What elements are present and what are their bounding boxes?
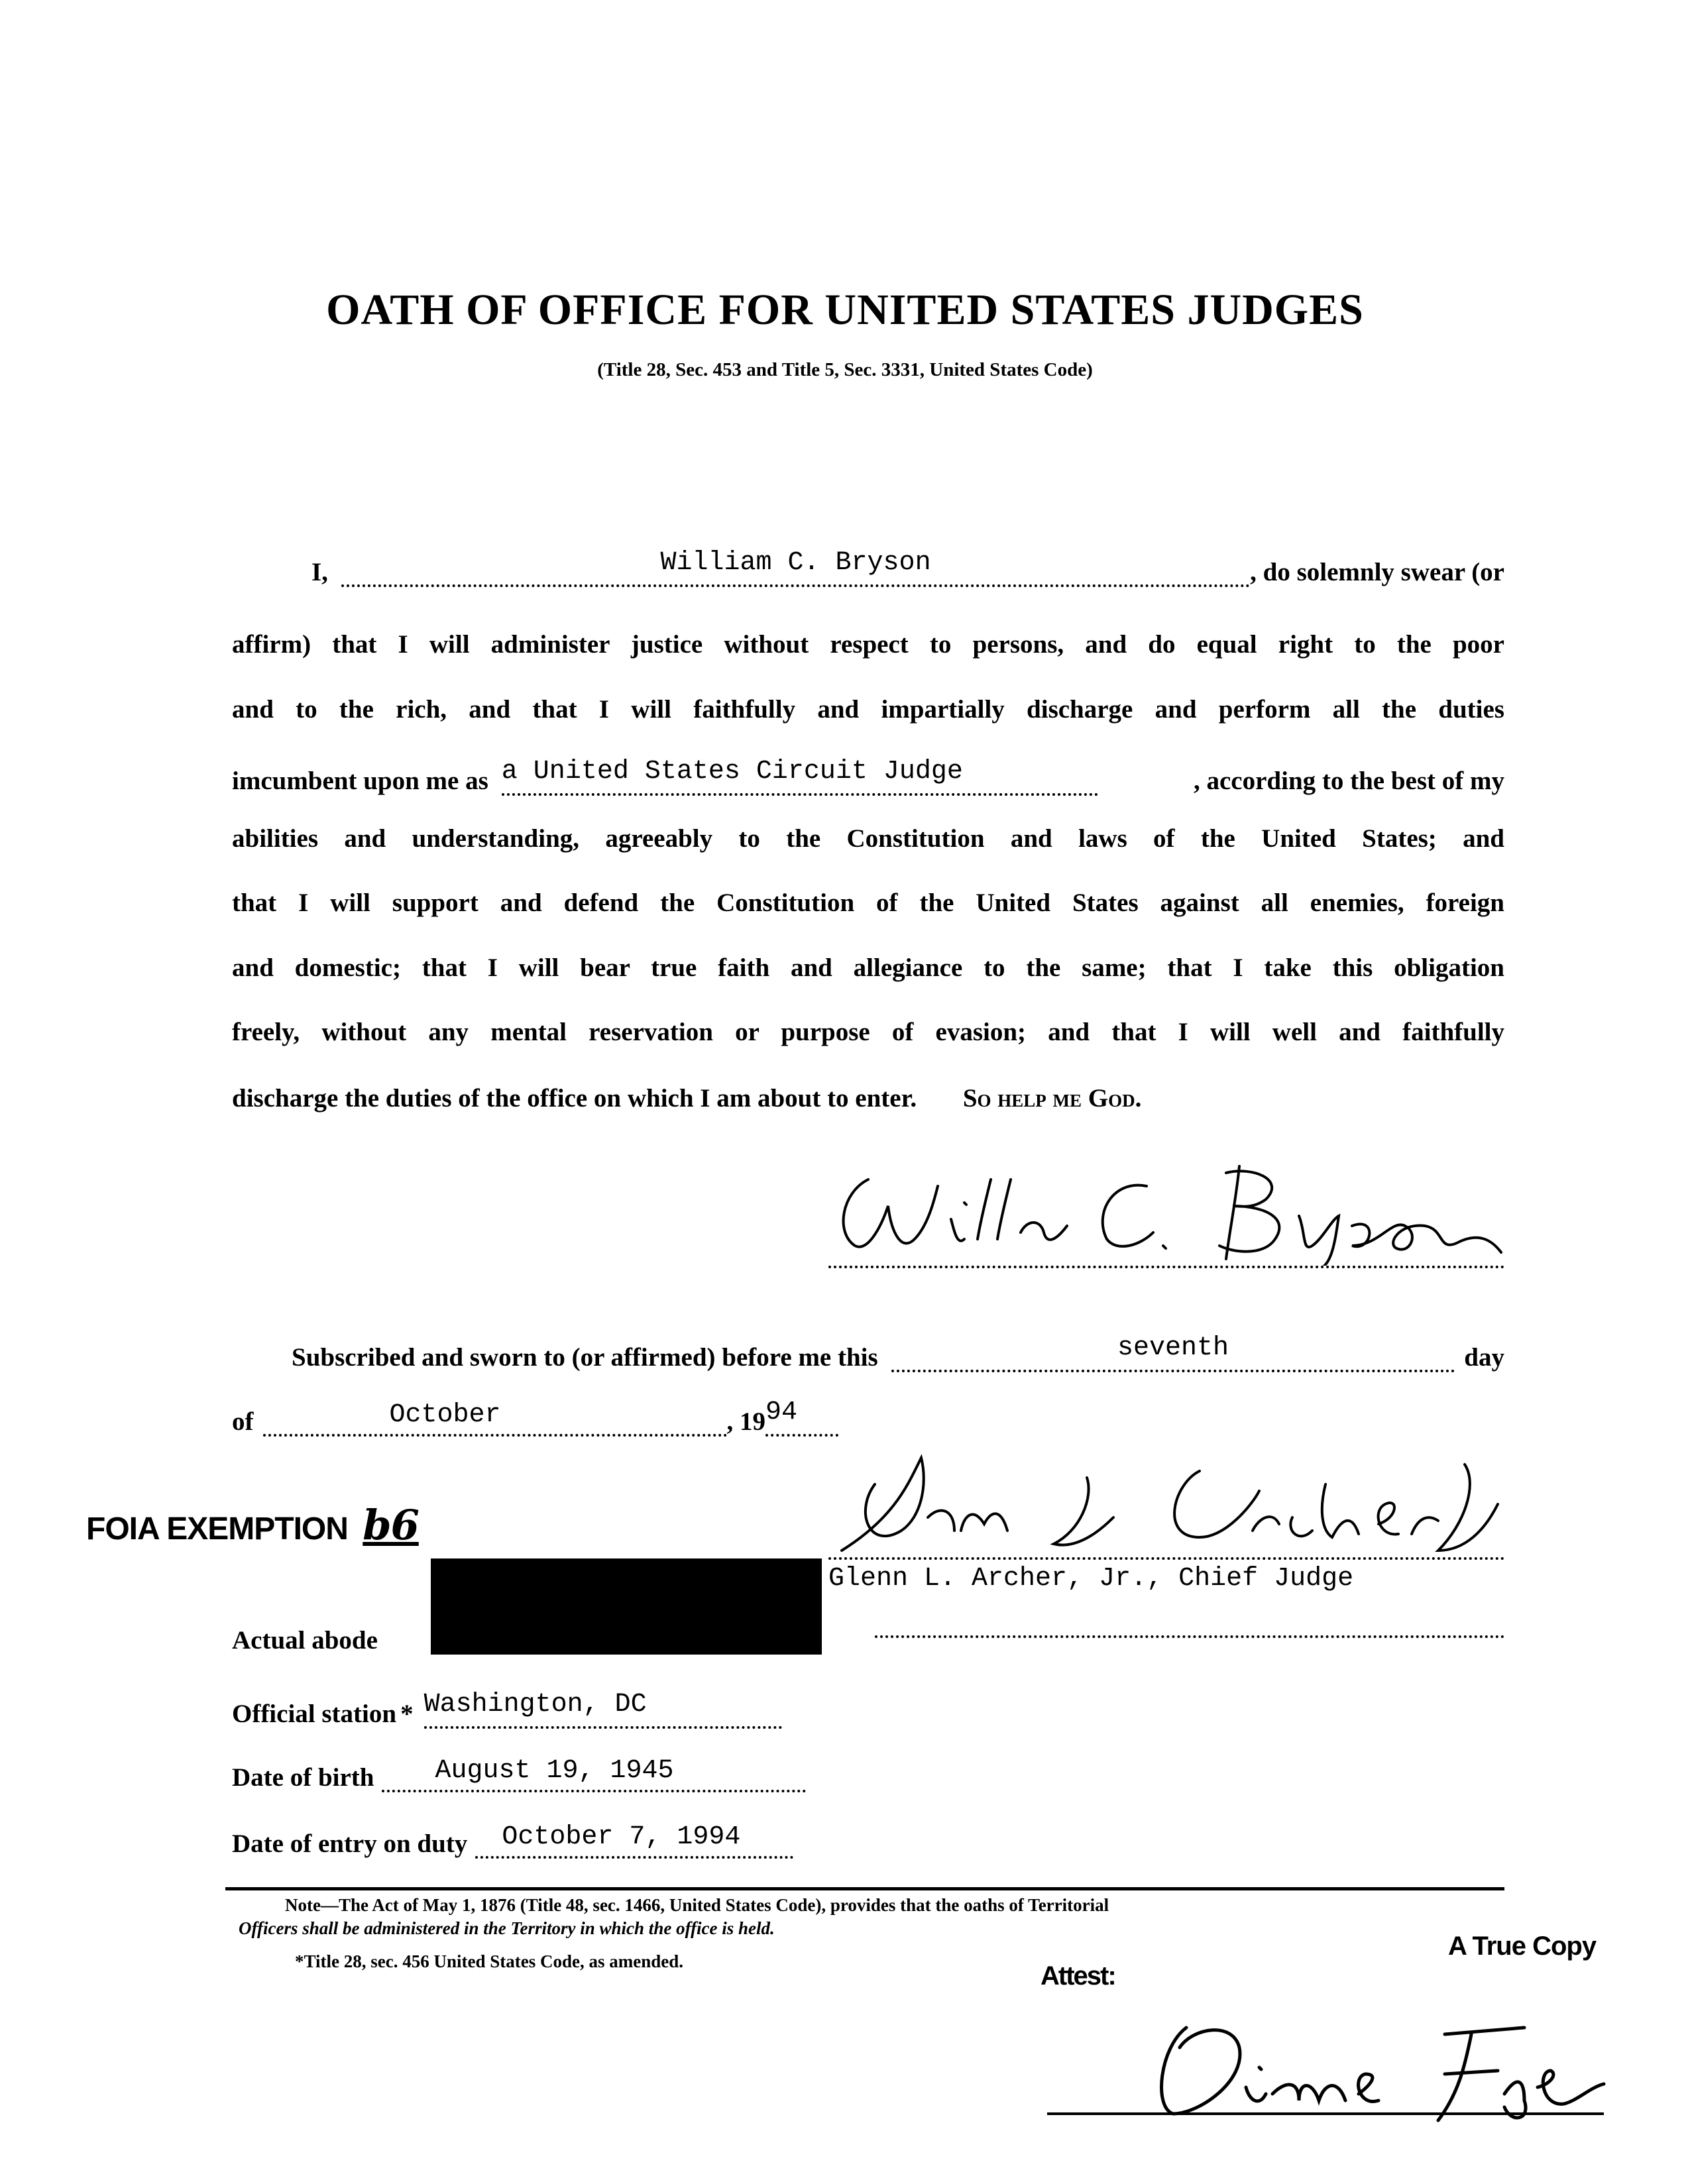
entry-row: [232, 1824, 793, 1859]
entry-label: Date of entry on duty: [232, 1829, 468, 1858]
oath-intro: I,: [311, 558, 328, 586]
oath-line-4-post: , according to the best of my: [1193, 767, 1504, 795]
foia-label: FOIA EXEMPTION: [86, 1511, 348, 1547]
document-subtitle: (Title 28, Sec. 453 and Title 5, Sec. 3331, United States Code): [597, 359, 1093, 380]
oath-line-7: and domestic; that I will bear true faith and allegiance to the same; that I take this obligation: [232, 954, 1504, 982]
oath-line-9: [232, 1083, 1504, 1113]
name-field: William C. Bryson: [341, 550, 1250, 587]
oath-line-4-pre: imcumbent upon me as: [232, 767, 488, 795]
entry-field: October 7, 1994: [475, 1824, 793, 1859]
note-line-2: Officers shall be administered in the Territory in which the office is held.: [239, 1918, 775, 1938]
judge-signature-line: [828, 1153, 1504, 1268]
sworn-year-field: 94: [765, 1399, 838, 1437]
officer-title: Glenn L. Archer, Jr., Chief Judge: [828, 1564, 1354, 1594]
oath-line-6: that I will support and defend the Constitution of the United States against all enemies, foreign: [232, 889, 1504, 917]
sworn-day-word: day: [1464, 1343, 1504, 1372]
station-field: Washington, DC: [424, 1692, 782, 1729]
foia-code: b6: [363, 1501, 419, 1549]
notes-rule: [225, 1887, 1504, 1890]
birth-label: Date of birth: [232, 1763, 374, 1792]
birth-row: [232, 1758, 806, 1792]
oath-line-4: [232, 759, 1504, 796]
officer-signature-line: [828, 1445, 1504, 1560]
oath-line-3: and to the rich, and that I will faithfully and impartially discharge and perform all the duties: [232, 695, 1504, 724]
officer-signature: [828, 1445, 1504, 1557]
sworn-line-2: [232, 1399, 895, 1437]
sworn-year-prefix: , 19: [726, 1407, 765, 1436]
station-label: Official station: [232, 1700, 397, 1728]
sworn-of: of: [232, 1407, 254, 1436]
true-copy-stamp: A True Copy: [1448, 1932, 1597, 1961]
station-mark: *: [400, 1700, 414, 1728]
judge-signature-text: William C. Bryson: [828, 1153, 835, 1154]
foia-exemption: [86, 1501, 419, 1549]
birth-field: August 19, 1945: [382, 1758, 806, 1792]
sworn-month-field: October: [263, 1402, 727, 1437]
oath-closing: So help me God.: [962, 1084, 1142, 1113]
oath-after-name: , do solemnly swear (or: [1250, 558, 1504, 586]
attest-signature-area: [1047, 2008, 1617, 2127]
attest-signature: [1047, 2008, 1617, 2127]
document-title: OATH OF OFFICE FOR UNITED STATES JUDGES: [326, 286, 1364, 334]
office-field: a United States Circuit Judge: [502, 759, 1098, 796]
note-line-3: *Title 28, sec. 456 United States Code, as amended.: [295, 1951, 683, 1971]
oath-line-8: freely, without any mental reservation or purpose of evasion; and that I will well and faithfully: [232, 1018, 1504, 1046]
judge-signature: [828, 1153, 1504, 1266]
station-row: [232, 1692, 782, 1729]
sworn-line-1: [292, 1335, 1504, 1372]
oath-line-9-text: discharge the duties of the office on which I am about to enter.: [232, 1084, 917, 1113]
abode-label: Actual abode: [232, 1626, 378, 1655]
attest-stamp: Attest:: [1041, 1961, 1115, 1991]
oath-line-1: [311, 550, 1504, 587]
sworn-pre: Subscribed and sworn to (or affirmed) before me this: [292, 1343, 878, 1372]
oath-line-5: abilities and understanding, agreeably to the Constitution and laws of the United States; and: [232, 824, 1504, 853]
note-line-1: Note—The Act of May 1, 1876 (Title 48, sec. 1466, United States Code), provides that the oaths of Territorial: [285, 1895, 1109, 1915]
oath-line-2: affirm) that I will administer justice without respect to persons, and do equal right to the poor: [232, 630, 1504, 659]
officer-blank-line: [875, 1635, 1504, 1638]
redaction-block: [431, 1558, 822, 1655]
sworn-day-field: seventh: [891, 1335, 1455, 1372]
